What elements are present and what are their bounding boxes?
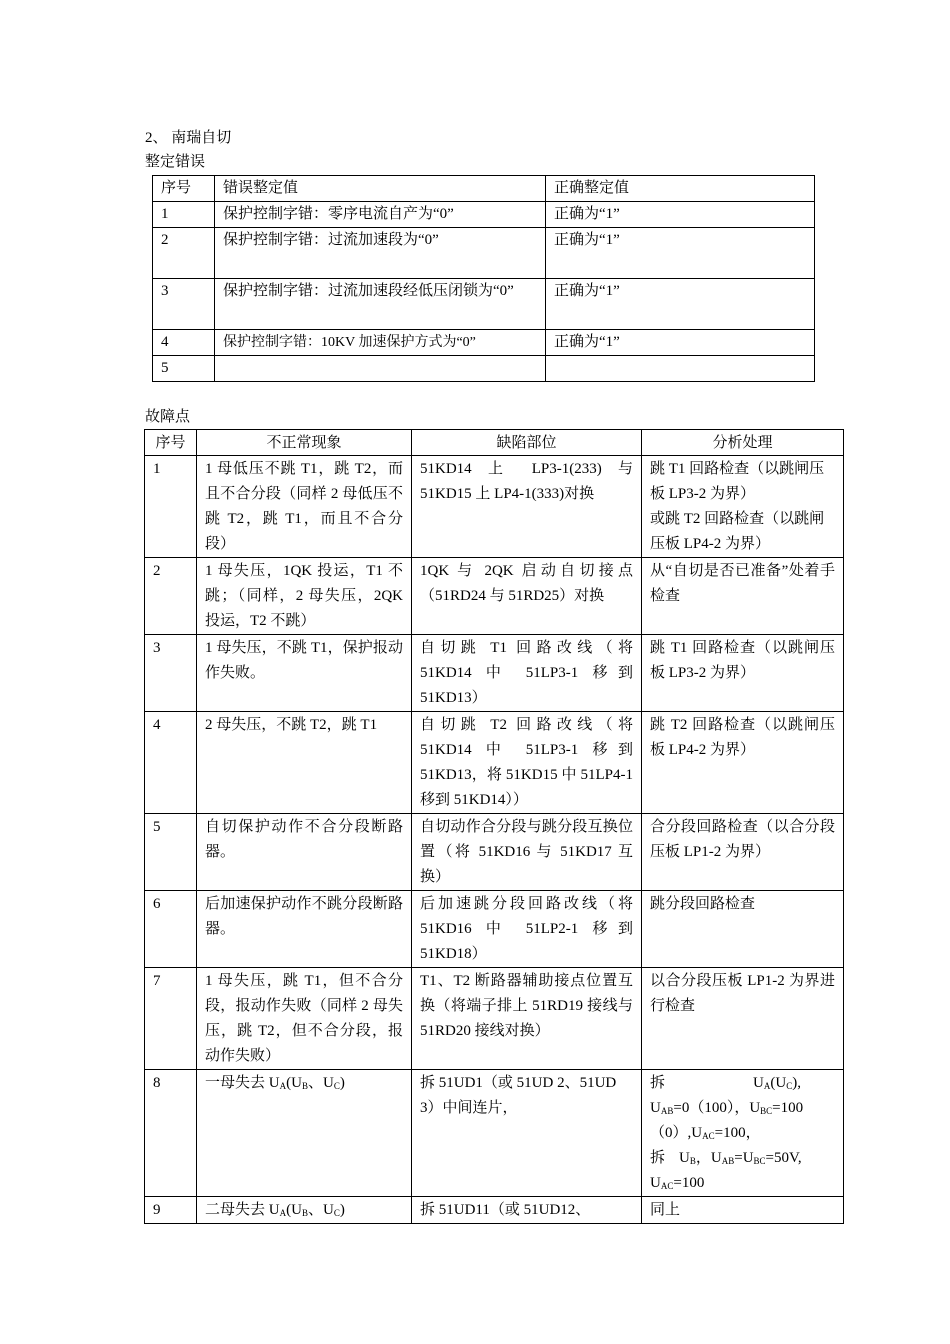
subscript: C — [333, 1081, 340, 1091]
section-heading: 2、 南瑞自切 — [145, 130, 232, 146]
analysis-text: 拆 — [650, 1150, 666, 1166]
punct: ) — [339, 1202, 345, 1218]
row-number: 9 — [145, 1197, 197, 1224]
punct: 、 — [307, 1075, 323, 1091]
header-cell: 序号 — [153, 176, 215, 202]
analysis-line — [650, 1121, 835, 1146]
wrong-setting — [215, 356, 546, 382]
punct: 、 — [307, 1202, 323, 1218]
subscript: AC — [702, 1131, 715, 1141]
table-row — [145, 456, 844, 558]
wrong-setting: 保护控制字错：10KV 加速保护方式为“0” — [215, 330, 546, 356]
defect-cell: 51KD14 上 LP3-1(233) 与 51KD15 上 LP4-1(333)对换 — [412, 456, 642, 558]
table-row — [145, 712, 844, 814]
row-number: 2 — [153, 228, 215, 279]
row-number: 3 — [153, 279, 215, 330]
phenomenon-cell: 1 母低压不跳 T1，跳 T2，而且不合分段（同样 2 母低压不跳 T2，跳 T1，而且不合分段） — [197, 456, 412, 558]
analysis-text: U — [650, 1175, 661, 1191]
header-cell: 分析处理 — [642, 430, 844, 456]
analysis-text: =50V, — [765, 1150, 802, 1166]
subscript: C — [786, 1081, 793, 1091]
analysis-cell: 跳分段回路检查 — [642, 891, 844, 968]
analysis-cell: 跳 T2 回路检查（以跳闸压板 LP4-2 为界） — [642, 712, 844, 814]
phenomenon-cell: 二母失去 $U_A(U_B$、$U_C$) — [197, 1197, 412, 1224]
subscript: A — [279, 1208, 287, 1218]
row-number: 5 — [145, 814, 197, 891]
wrong-setting: 保护控制字错：过流加速段经低压闭锁为“0” — [215, 279, 546, 330]
analysis-cell: 合分段回路检查（以合分段压板 LP1-2 为界） — [642, 814, 844, 891]
analysis-text: =100 — [772, 1100, 804, 1116]
header-cell: 正确整定值 — [546, 176, 815, 202]
analysis-text: U — [753, 1075, 764, 1091]
row-number: 1 — [153, 202, 215, 228]
table-row — [145, 635, 844, 712]
correct-setting: 正确为“1” — [546, 202, 815, 228]
analysis-line — [650, 1146, 835, 1171]
analysis-text: 或跳 T2 回路检查（以跳闸压板 LP4-2 为界） — [650, 511, 825, 552]
table-header-row — [145, 430, 844, 456]
defect-cell: 自切动作合分段与跳分段互换位置（将 51KD16 与 51KD17 互换） — [412, 814, 642, 891]
row-number: 8 — [145, 1070, 197, 1197]
phenomenon-cell: 2 母失压，不跳 T2，跳 T1 — [197, 712, 412, 814]
defect-cell: 拆 51UD11（或 51UD12、 — [412, 1197, 642, 1224]
correct-setting: 正确为“1” — [546, 228, 815, 279]
subscript: B — [301, 1208, 308, 1218]
header-cell: 错误整定值 — [215, 176, 546, 202]
analysis-line — [650, 1096, 835, 1121]
subscript: C — [333, 1208, 340, 1218]
table-header-row — [153, 176, 815, 202]
phenomenon-cell: 1 母失压，1QK 投运，T1 不跳；（同样，2 母失压，2QK 投运，T2 不跳） — [197, 558, 412, 635]
row-number: 4 — [153, 330, 215, 356]
phenomenon-text: 二母失去 U — [205, 1202, 280, 1218]
table-row — [145, 814, 844, 891]
table-row — [153, 356, 815, 382]
settings-error-table — [152, 175, 815, 382]
analysis-text: （0）,U — [650, 1125, 703, 1141]
analysis-line — [650, 1071, 835, 1096]
subscript: BC — [753, 1156, 766, 1166]
analysis-text: U — [650, 1100, 661, 1116]
analysis-text: =100， — [714, 1125, 761, 1141]
phenomenon-cell: 1 母失压，跳 T1，但不合分段，报动作失败（同样 2 母失压，跳 T2，但不合分段，报动作失败） — [197, 968, 412, 1070]
settings-error-caption: 整定错误 — [145, 154, 206, 170]
subscript: B — [301, 1081, 308, 1091]
correct-setting: 正确为“1” — [546, 279, 815, 330]
defect-cell: 后加速跳分段回路改线（将 51KD16 中 51LP2-1 移到 51KD18） — [412, 891, 642, 968]
analysis-cell: 同上 — [642, 1197, 844, 1224]
table-row — [153, 202, 815, 228]
header-cell: 序号 — [145, 430, 197, 456]
row-number: 4 — [145, 712, 197, 814]
fault-points-table — [144, 429, 844, 1224]
row-number: 5 — [153, 356, 215, 382]
row-number: 6 — [145, 891, 197, 968]
wrong-setting: 保护控制字错：零序电流自产为“0” — [215, 202, 546, 228]
table-row — [145, 1070, 844, 1197]
correct-setting: 正确为“1” — [546, 330, 815, 356]
row-number: 1 — [145, 456, 197, 558]
defect-cell: 拆 51UD1（或 51UD 2、51UD 3）中间连片， — [412, 1070, 642, 1197]
punct: ( — [286, 1075, 292, 1091]
analysis-cell: 从“自切是否已准备”处着手检查 — [642, 558, 844, 635]
correct-setting — [546, 356, 815, 382]
analysis-cell — [642, 456, 844, 558]
phenomenon-text: 一母失去 U — [205, 1075, 280, 1091]
header-cell: 缺陷部位 — [412, 430, 642, 456]
wrong-setting: 保护控制字错：过流加速段为“0” — [215, 228, 546, 279]
phenomenon-cell: 1 母失压，不跳 T1，保护报动作失败。 — [197, 635, 412, 712]
row-number: 3 — [145, 635, 197, 712]
header-cell: 不正常现象 — [197, 430, 412, 456]
table-row — [153, 279, 815, 330]
subscript: A — [763, 1081, 771, 1091]
phenomenon-cell: 一母失去 $U_A(U_B$、$U_C$) — [197, 1070, 412, 1197]
table-row — [145, 558, 844, 635]
subscript: B — [689, 1156, 696, 1166]
analysis-cell — [642, 1070, 844, 1197]
analysis-text: ，U — [695, 1150, 722, 1166]
table-row — [145, 891, 844, 968]
row-number: 7 — [145, 968, 197, 1070]
analysis-text: =0（100），U — [673, 1100, 761, 1116]
analysis-text: =U — [734, 1150, 754, 1166]
analysis-text: 拆 — [650, 1075, 666, 1091]
analysis-line — [650, 1171, 835, 1196]
defect-cell: T1、T2 断路器辅助接点位置互换（将端子排上 51RD19 接线与 51RD20 接线对换） — [412, 968, 642, 1070]
phenomenon-cell: 后加速保护动作不跳分段断路器。 — [197, 891, 412, 968]
analysis-text: =100 — [673, 1175, 705, 1191]
analysis-text: ), — [792, 1075, 801, 1091]
table-row — [153, 228, 815, 279]
subscript: A — [279, 1081, 287, 1091]
table-row — [145, 1197, 844, 1224]
subscript: BC — [760, 1106, 773, 1116]
phenomenon-cell: 自切保护动作不合分段断路器。 — [197, 814, 412, 891]
defect-cell: 自切跳 T2 回路改线（将 51KD14 中 51LP3-1 移到 51KD13，将 51KD15 中 51LP4-1 移到 51KD14）） — [412, 712, 642, 814]
analysis-text: U — [679, 1150, 690, 1166]
analysis-cell: 跳 T1 回路检查（以跳闸压板 LP3-2 为界） — [642, 635, 844, 712]
defect-cell: 自切跳 T1 回路改线（将 51KD14 中 51LP3-1 移到 51KD13） — [412, 635, 642, 712]
subscript: AC — [660, 1181, 674, 1191]
analysis-text: (U — [770, 1075, 787, 1091]
subscript: AB — [660, 1106, 674, 1116]
punct: ) — [339, 1075, 345, 1091]
table-row — [153, 330, 815, 356]
fault-points-caption: 故障点 — [145, 409, 191, 425]
analysis-text: 跳 T1 回路检查（以跳闸压板 LP3-2 为界） — [650, 461, 825, 502]
defect-cell: 1QK 与 2QK 启动自切接点（51RD24 与 51RD25）对换 — [412, 558, 642, 635]
row-number: 2 — [145, 558, 197, 635]
table-row — [145, 968, 844, 1070]
punct: ( — [286, 1202, 292, 1218]
analysis-cell: 以合分段压板 LP1-2 为界进行检查 — [642, 968, 844, 1070]
subscript: AB — [721, 1156, 735, 1166]
